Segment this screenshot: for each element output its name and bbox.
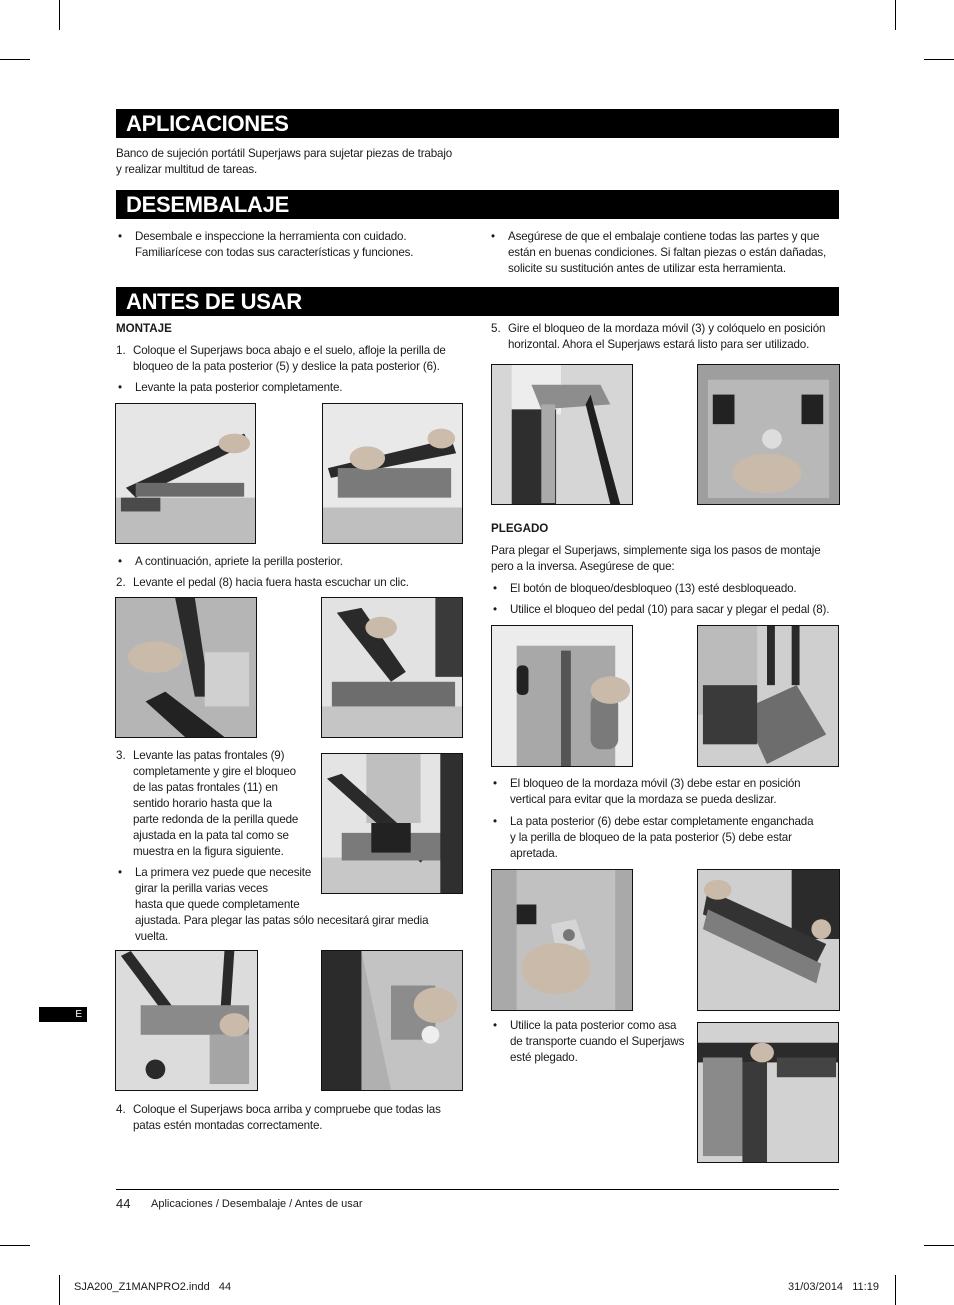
bullet-text: hasta que quede completamente — [135, 898, 300, 911]
bullet-item — [493, 1018, 693, 1066]
bullet-text: de transporte cuando el Superjaws — [510, 1035, 685, 1048]
crop-mark — [924, 1245, 954, 1246]
step-text: Levante el pedal (8) hacia fuera hasta escuchar un clic. — [133, 576, 409, 589]
aplicaciones-text-line: Banco de sujeción portátil Superjaws para sujetar piezas de trabajo — [116, 147, 453, 160]
photo-illustration — [492, 626, 632, 766]
bullet-marker: • — [493, 1019, 498, 1032]
footer-date: 31/03/2014 11:19 — [788, 1281, 879, 1293]
photo-montaje-1 — [115, 403, 256, 544]
bullet-item — [493, 814, 843, 862]
photo-illustration — [698, 365, 839, 504]
crop-mark — [59, 1275, 60, 1305]
bullet-text: Utilice el bloqueo del pedal (10) para sacar y plegar el pedal (8). — [510, 603, 830, 616]
step-number: 2. — [116, 576, 126, 589]
step-text: Levante las patas frontales (9) — [133, 749, 285, 762]
step-text: muestra en la figura siguiente. — [133, 845, 284, 858]
crop-mark — [0, 1245, 30, 1246]
bullet-text: Levante la pata posterior completamente. — [135, 381, 343, 394]
photo-illustration — [698, 626, 838, 766]
plegado-intro-line: pero a la inversa. Asegúrese de que: — [491, 560, 675, 573]
bullet-item — [493, 602, 843, 618]
montaje-heading: MONTAJE — [116, 322, 172, 335]
photo-illustration — [116, 951, 257, 1090]
photo-illustration — [322, 951, 462, 1090]
language-tab: E — [39, 1007, 87, 1022]
photo-plegado-3 — [491, 869, 633, 1011]
bullet-text: vertical para evitar que la mordaza se pueda deslizar. — [510, 793, 777, 806]
bullet-text: La primera vez puede que necesite — [135, 866, 312, 879]
photo-illustration — [322, 754, 462, 893]
bullet-item — [118, 229, 468, 261]
bullet-text: A continuación, apriete la perilla posterior. — [135, 555, 343, 568]
step-5 — [491, 321, 841, 353]
bullet-text: El botón de bloqueo/desbloqueo (13) esté desbloqueado. — [510, 582, 797, 595]
photo-montaje-7 — [321, 950, 463, 1091]
bullet-item — [491, 229, 841, 277]
bullet-text: vuelta. — [135, 930, 169, 943]
plegado-intro-line: Para plegar el Superjaws, simplemente siga los pasos de montaje — [491, 544, 821, 557]
photo-montaje-5 — [321, 753, 463, 894]
bullet-item — [118, 554, 468, 570]
bullet-item — [493, 581, 843, 597]
crop-mark — [895, 1275, 896, 1305]
bullet-marker: • — [493, 603, 498, 616]
step-1 — [116, 343, 466, 375]
bullet-text: apretada. — [510, 847, 558, 860]
step-2 — [116, 575, 466, 591]
crop-mark — [924, 59, 954, 60]
page-number: 44 — [116, 1196, 131, 1211]
step-text: parte redonda de la perilla quede — [133, 813, 299, 826]
step-number: 3. — [116, 749, 126, 762]
bullet-text: Asegúrese de que el embalaje contiene todas las partes y que — [508, 230, 820, 243]
section-header-aplicaciones: APLICACIONES — [116, 109, 839, 138]
step-number: 5. — [491, 322, 501, 335]
bullet-item — [493, 776, 843, 808]
step-text: Coloque el Superjaws boca arriba y compruebe que todas las — [133, 1103, 441, 1116]
bullet-text: Utilice la pata posterior como asa — [510, 1019, 677, 1032]
photo-plegado-1 — [491, 625, 633, 767]
plegado-heading: PLEGADO — [491, 522, 549, 535]
bullet-text: ajustada. Para plegar las patas sólo necesitará girar media — [135, 914, 429, 927]
step-text: de las patas frontales (11) en — [133, 781, 278, 794]
bullet-text: Desembale e inspeccione la herramienta con cuidado. — [135, 230, 407, 243]
bullet-item — [118, 380, 468, 396]
bullet-text: girar la perilla varias veces — [135, 882, 268, 895]
bullet-marker: • — [118, 555, 123, 568]
photo-illustration — [492, 365, 632, 504]
photo-illustration — [323, 404, 462, 543]
section-header-antes-de-usar: ANTES DE USAR — [116, 287, 839, 316]
photo-plegado-2 — [697, 625, 839, 767]
step-3 — [116, 748, 316, 860]
bullet-marker: • — [118, 230, 123, 243]
step-4 — [116, 1102, 466, 1134]
bullet-marker: • — [491, 230, 496, 243]
bullet-text: Familiarícese con todas sus características y funciones. — [135, 246, 414, 259]
bullet-text: solicite su sustitución antes de utilizar esta herramienta. — [508, 262, 786, 275]
photo-illustration — [116, 404, 255, 543]
bullet-marker: • — [493, 777, 498, 790]
step-text: sentido horario hasta que la — [133, 797, 272, 810]
photo-illustration — [116, 598, 256, 737]
photo-montaje-6 — [115, 950, 258, 1091]
bullet-marker: • — [493, 582, 498, 595]
bullet-text: están en buenas condiciones. Si faltan piezas o están dañadas, — [508, 246, 827, 259]
bullet-text: y la perilla de bloqueo de la pata posterior (5) debe estar — [510, 831, 792, 844]
crop-mark — [59, 0, 60, 30]
step-number: 1. — [116, 344, 126, 357]
crop-mark — [895, 0, 896, 30]
footer-rule — [116, 1189, 839, 1190]
photo-illustration — [322, 598, 462, 737]
step-text: bloqueo de la pata posterior (5) y deslice la pata posterior (6). — [133, 360, 440, 373]
step-text: patas estén montadas correctamente. — [133, 1119, 323, 1132]
crop-mark — [0, 59, 30, 60]
bullet-marker: • — [493, 815, 498, 828]
footer-file: SJA200_Z1MANPRO2.indd 44 — [74, 1281, 232, 1293]
bullet-text: esté plegado. — [510, 1051, 578, 1064]
photo-illustration — [698, 1023, 838, 1162]
step-text: Gire el bloqueo de la mordaza móvil (3) y colóquelo en posición — [508, 322, 826, 335]
step-text: completamente y gire el bloqueo — [133, 765, 296, 778]
photo-plegado-4 — [697, 869, 840, 1011]
step-text: Coloque el Superjaws boca abajo e el suelo, afloje la perilla de — [133, 344, 446, 357]
footer-breadcrumb: Aplicaciones / Desembalaje / Antes de usar — [151, 1198, 363, 1210]
photo-step5-2 — [697, 364, 840, 505]
section-header-desembalaje: DESEMBALAJE — [116, 190, 839, 219]
photo-plegado-5 — [697, 1022, 839, 1163]
photo-illustration — [698, 870, 839, 1010]
photo-montaje-4 — [321, 597, 463, 738]
step-text: ajustada en la pata tal como se — [133, 829, 289, 842]
photo-montaje-2 — [322, 403, 463, 544]
bullet-marker: • — [118, 866, 123, 879]
step-number: 4. — [116, 1103, 126, 1116]
bullet-text: El bloqueo de la mordaza móvil (3) debe estar en posición — [510, 777, 801, 790]
bullet-text: La pata posterior (6) debe estar completamente enganchada — [510, 815, 814, 828]
photo-montaje-3 — [115, 597, 257, 738]
aplicaciones-text-line: y realizar multitud de tareas. — [116, 163, 258, 176]
step-text: horizontal. Ahora el Superjaws estará listo para ser utilizado. — [508, 338, 810, 351]
photo-step5-1 — [491, 364, 633, 505]
bullet-marker: • — [118, 381, 123, 394]
photo-illustration — [492, 870, 632, 1010]
